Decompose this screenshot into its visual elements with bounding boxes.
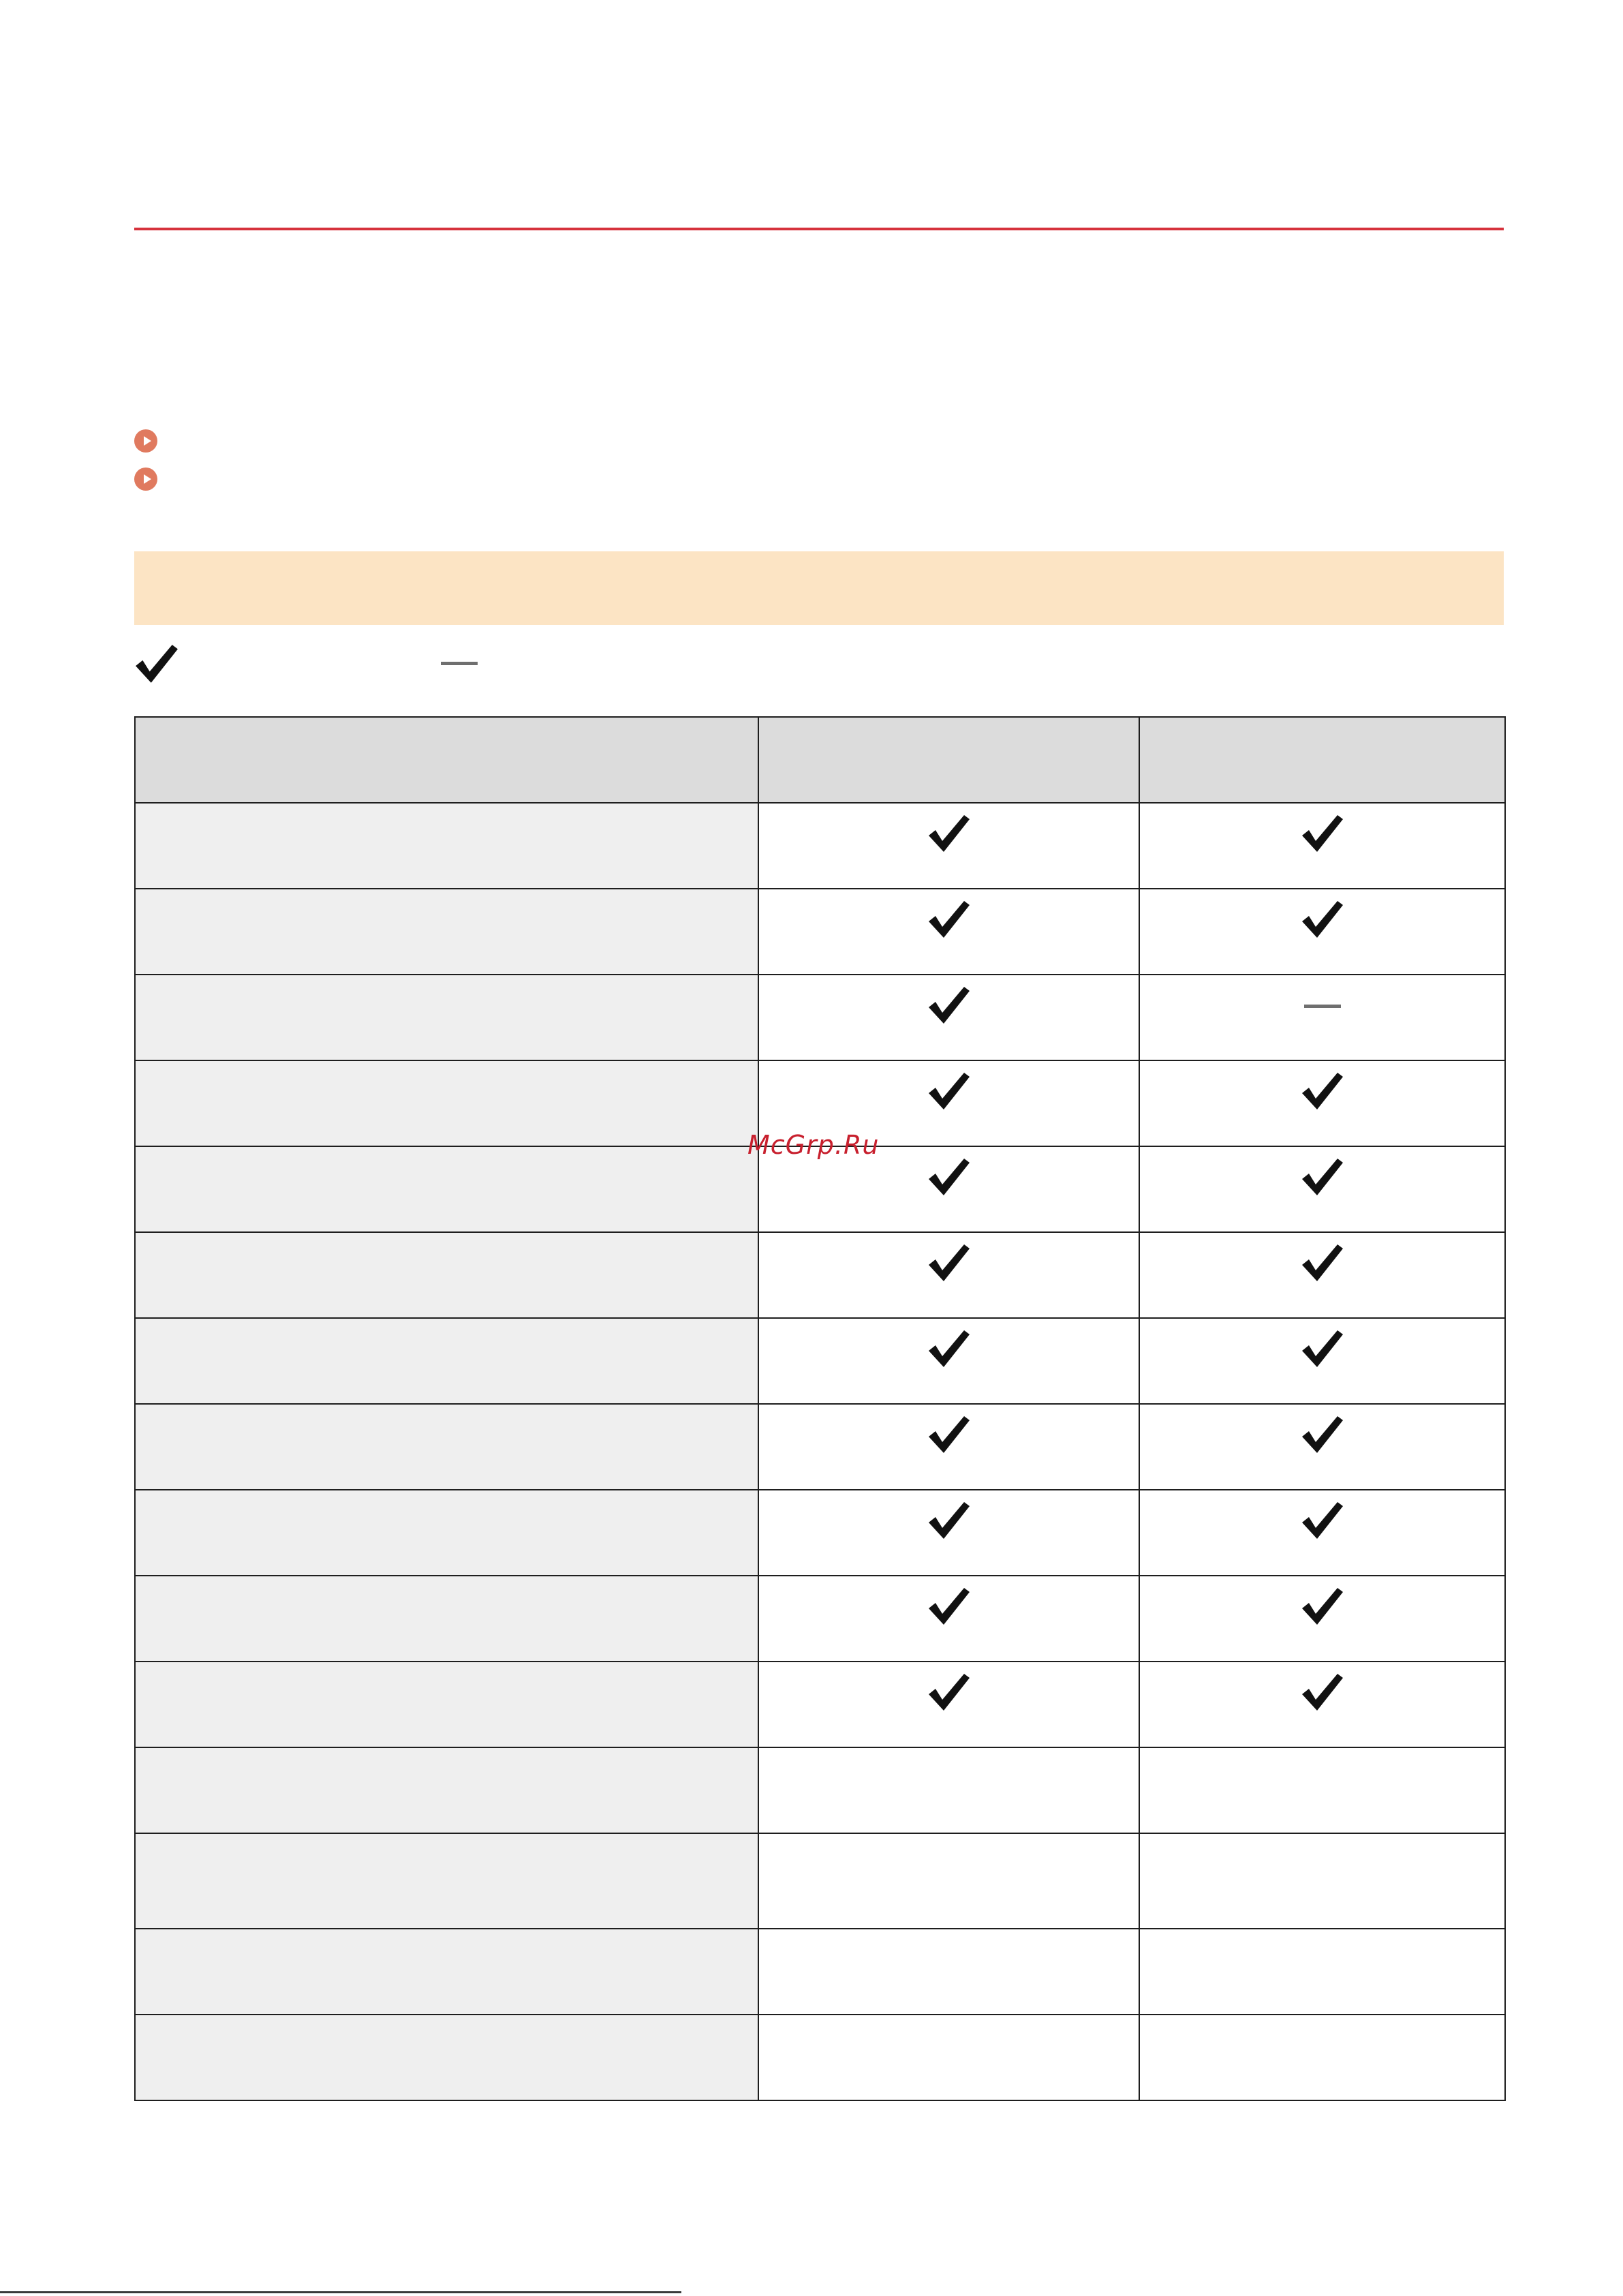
table-row xyxy=(135,1662,1505,1747)
checkmark-icon xyxy=(1301,1329,1344,1368)
table-row xyxy=(135,2015,1505,2100)
table-row-label-cell xyxy=(135,2015,758,2100)
table-row xyxy=(135,1232,1505,1318)
table-mark-cell xyxy=(758,2015,1139,2100)
table-row-label-cell xyxy=(135,975,758,1060)
play-circle-icon[interactable] xyxy=(134,429,157,453)
table-header-cell xyxy=(758,717,1139,803)
table-mark-cell xyxy=(758,1318,1139,1404)
checkmark-icon xyxy=(134,643,179,684)
table-mark-cell xyxy=(1139,975,1505,1060)
table-mark-cell xyxy=(758,1404,1139,1490)
checkmark-icon xyxy=(1301,1415,1344,1454)
checkmark-icon xyxy=(1301,1071,1344,1111)
table-row xyxy=(135,1929,1505,2015)
table-row-label-cell xyxy=(135,1576,758,1662)
table-mark-cell xyxy=(758,1490,1139,1576)
checkmark-icon xyxy=(927,900,971,939)
table-row-label-cell xyxy=(135,1404,758,1490)
table-mark-cell xyxy=(758,889,1139,975)
table-mark-cell xyxy=(758,1232,1139,1318)
table-row-label-cell xyxy=(135,889,758,975)
table-mark-cell xyxy=(1139,1576,1505,1662)
compatibility-table xyxy=(134,716,1506,2101)
table-mark-cell xyxy=(758,1833,1139,1929)
table-mark-cell xyxy=(758,1747,1139,1833)
checkmark-icon xyxy=(1301,1243,1344,1283)
table-mark-cell xyxy=(1139,1318,1505,1404)
legend xyxy=(134,641,1504,688)
table-header-row xyxy=(135,717,1505,803)
checkmark-icon xyxy=(927,985,971,1025)
table-mark-cell xyxy=(758,803,1139,889)
table-mark-cell xyxy=(1139,1146,1505,1232)
checkmark-icon xyxy=(927,1243,971,1283)
table-row xyxy=(135,889,1505,975)
checkmark-icon xyxy=(1301,1672,1344,1712)
checkmark-icon xyxy=(1301,814,1344,853)
table-row xyxy=(135,803,1505,889)
title-rule xyxy=(134,228,1504,230)
table-mark-cell xyxy=(1139,1060,1505,1146)
table-row xyxy=(135,1404,1505,1490)
dash-icon xyxy=(441,662,478,665)
table-row xyxy=(135,1833,1505,1929)
table-mark-cell xyxy=(758,975,1139,1060)
table-mark-cell xyxy=(1139,1833,1505,1929)
section-heading-band xyxy=(134,551,1504,625)
table-row-label-cell xyxy=(135,1929,758,2015)
table-row xyxy=(135,975,1505,1060)
table-row-label-cell xyxy=(135,803,758,889)
table-row xyxy=(135,1576,1505,1662)
table-row-label-cell xyxy=(135,1747,758,1833)
table-header-cell xyxy=(135,717,758,803)
table-mark-cell xyxy=(1139,2015,1505,2100)
table-mark-cell xyxy=(1139,1662,1505,1747)
checkmark-icon xyxy=(1301,900,1344,939)
checkmark-icon xyxy=(927,1415,971,1454)
checkmark-icon xyxy=(927,1071,971,1111)
table-row xyxy=(135,1747,1505,1833)
footer-rule xyxy=(0,2291,681,2293)
checkmark-icon xyxy=(927,1587,971,1626)
table-mark-cell xyxy=(1139,1490,1505,1576)
play-circle-icon[interactable] xyxy=(134,468,157,491)
table-row-label-cell xyxy=(135,1833,758,1929)
checkmark-icon xyxy=(1301,1157,1344,1197)
table-mark-cell xyxy=(1139,803,1505,889)
table-row-label-cell xyxy=(135,1490,758,1576)
checkmark-icon xyxy=(927,814,971,853)
table-row xyxy=(135,1318,1505,1404)
table-header-cell xyxy=(1139,717,1505,803)
watermark: McGrp.Ru xyxy=(747,1130,880,1160)
table-mark-cell xyxy=(758,1576,1139,1662)
table-mark-cell xyxy=(1139,1747,1505,1833)
table-mark-cell xyxy=(1139,1232,1505,1318)
checkmark-icon xyxy=(927,1672,971,1712)
table-row-label-cell xyxy=(135,1060,758,1146)
table-row-label-cell xyxy=(135,1146,758,1232)
table-row-label-cell xyxy=(135,1232,758,1318)
table-mark-cell xyxy=(1139,889,1505,975)
table-mark-cell xyxy=(1139,1929,1505,2015)
table-row xyxy=(135,1490,1505,1576)
table-mark-cell xyxy=(758,1929,1139,2015)
checkmark-icon xyxy=(1301,1587,1344,1626)
table-mark-cell xyxy=(1139,1404,1505,1490)
table-row-label-cell xyxy=(135,1662,758,1747)
checkmark-icon xyxy=(927,1157,971,1197)
checkmark-icon xyxy=(927,1501,971,1540)
checkmark-icon xyxy=(1301,1501,1344,1540)
checkmark-icon xyxy=(927,1329,971,1368)
table-mark-cell xyxy=(758,1662,1139,1747)
table-row-label-cell xyxy=(135,1318,758,1404)
dash-icon xyxy=(1304,1005,1341,1008)
